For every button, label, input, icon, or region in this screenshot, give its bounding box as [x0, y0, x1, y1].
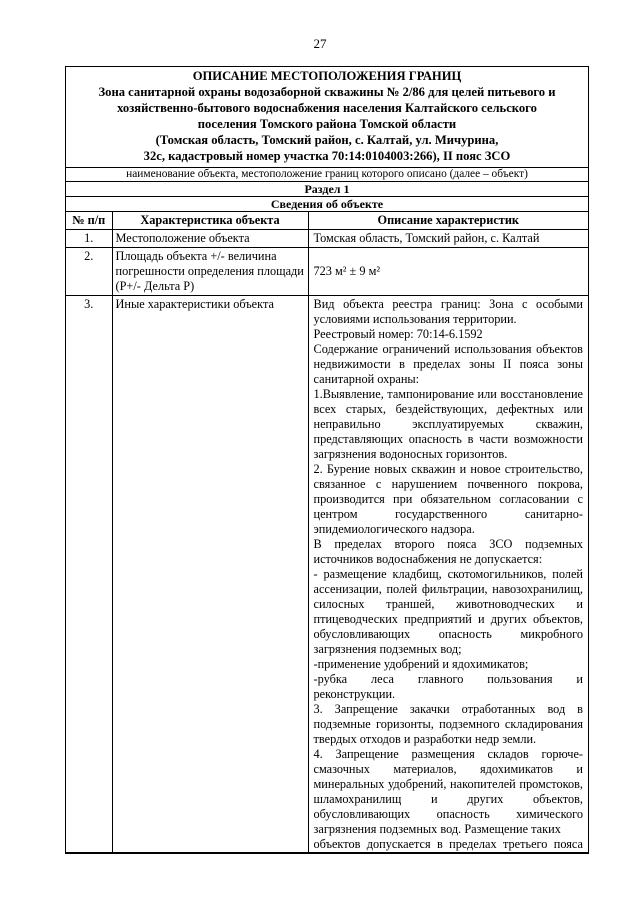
- title-line: (Томская область, Томский район, с. Калтай, ул. Мичурина,: [155, 133, 499, 147]
- table-row: [66, 296, 588, 853]
- table-row: [66, 248, 588, 296]
- title-line: 32с, кадастровый номер участка 70:14:0104003:266), II пояс ЗСО: [143, 149, 511, 163]
- document-title: [66, 67, 588, 168]
- description-paragraph: -рубка леса главного пользования и реконструкции.: [313, 672, 583, 701]
- title-line: Зона санитарной охраны водозаборной скважины № 2/86 для целей питьевого и: [98, 85, 556, 99]
- row-description-other: [308, 296, 588, 853]
- row-description: Томская область, Томский район, с. Калтай: [308, 230, 588, 248]
- title-line: поселения Томского района Томской области: [197, 117, 457, 131]
- description-paragraph: 3. Запрещение закачки отработанных вод в подземные горизонты, подземного складирования твердых отходов и разработки недр земли.: [313, 702, 583, 746]
- object-info-table: [66, 212, 588, 853]
- document-table-frame: [65, 66, 589, 854]
- table-header-row: [66, 212, 588, 230]
- object-note: наименование объекта, местоположение границ которого описано (далее – объект): [66, 168, 588, 182]
- description-paragraph: Вид объекта реестра границ: Зона с особыми условиями использования территории.: [313, 297, 583, 326]
- description-paragraph: объектов допускается в пределах третьего пояса: [313, 837, 583, 851]
- description-paragraph: Содержание ограничений использования объектов недвижимости в пределах зоны II пояса зоны санитарной охраны:: [313, 342, 583, 386]
- row-characteristic: Площадь объекта +/- величина погрешности определения площади (Р+/- Дельта Р): [112, 248, 308, 296]
- page-number: 27: [313, 36, 327, 51]
- description-paragraph: 4. Запрещение размещения складов горюче-смазочных материалов, ядохимикатов и минеральных удобрений, накопителей промстоков, шламохранилищ и других объектов, обусловливающих опасность химического загрязнения подземных вод. Размещение таких: [313, 747, 583, 836]
- row-characteristic: Местоположение объекта: [112, 230, 308, 248]
- table-row: [66, 230, 588, 248]
- area-value: 723 м² ± 9 м²: [313, 264, 381, 278]
- section-title: Раздел 1: [66, 182, 588, 197]
- title-line: ОПИСАНИЕ МЕСТОПОЛОЖЕНИЯ ГРАНИЦ: [192, 69, 462, 83]
- header-description: Описание характеристик: [308, 212, 588, 230]
- row-num: 1.: [66, 230, 112, 248]
- description-paragraph: 1.Выявление, тампонирование или восстановление всех старых, бездействующих, дефектных или неправильно эксплуатируемых скважин, представляющих опасность в части возможности загрязнения водоносных горизонтов.: [313, 387, 583, 461]
- description-paragraph: В пределах второго пояса ЗСО подземных источников водоснабжения не допускается:: [313, 537, 583, 566]
- header-num: № п/п: [66, 212, 112, 230]
- row-num: 3.: [66, 296, 112, 853]
- description-paragraph: Реестровый номер: 70:14-6.1592: [313, 327, 483, 341]
- row-characteristic: Иные характеристики объекта: [112, 296, 308, 853]
- row-description: [308, 248, 588, 296]
- description-paragraph: 2. Бурение новых скважин и новое строительство, связанное с нарушением почвенного покрова, производится при обязательном согласовании с центром государственного санитарно-эпидемиологического надзора.: [313, 462, 583, 536]
- description-paragraph: -применение удобрений и ядохимикатов;: [313, 657, 529, 671]
- header-characteristic: Характеристика объекта: [112, 212, 308, 230]
- description-paragraph: - размещение кладбищ, скотомогильников, полей ассенизации, полей фильтрации, навозохранилищ, силосных траншей, животноводческих и птицеводческих предприятий и других объектов, обусловливающих опасность микробного загрязнения подземных вод;: [313, 567, 583, 656]
- title-line: хозяйственно-бытового водоснабжения населения Калтайского сельского: [117, 101, 537, 115]
- row-num: 2.: [66, 248, 112, 296]
- section-subtitle: Сведения об объекте: [66, 197, 588, 212]
